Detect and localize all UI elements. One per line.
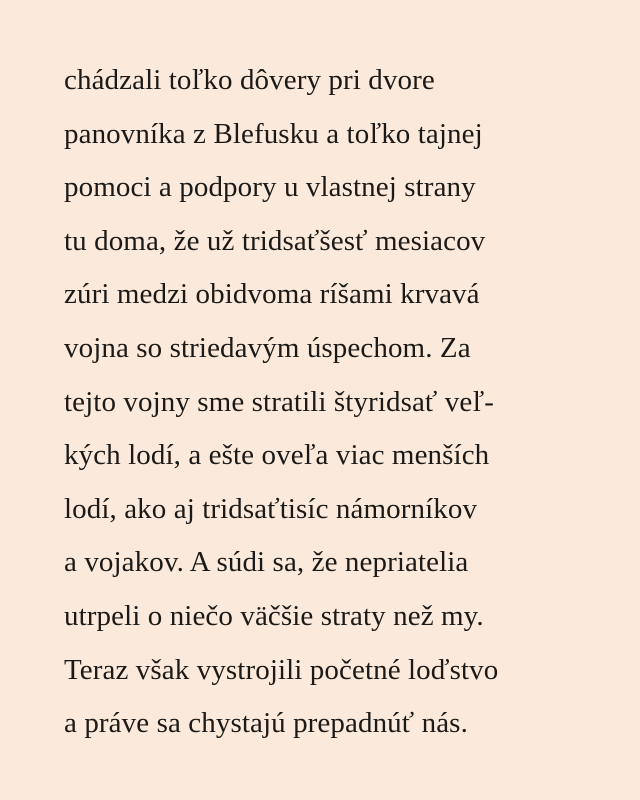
text-line: a práve sa chystajú prepadnúť nás. [64, 707, 468, 740]
text-line: tejto vojny sme stratili štyridsať veľ- [64, 385, 494, 418]
text-line: vojna so striedavým úspechom. Za [64, 331, 471, 364]
text-line: tu doma, že už tridsaťšesť mesiacov [64, 224, 486, 257]
body-text [64, 54, 604, 751]
text-line: chádzali toľko dôvery pri dvore [64, 64, 435, 96]
text-line: zúri medzi obidvoma ríšami krvavá [64, 278, 480, 311]
text-line: lodí, ako aj tridsaťtisíc námorníkov [64, 492, 478, 525]
text-line: a vojakov. A súdi sa, že nepriatelia [64, 546, 469, 579]
text-line: Teraz však vystrojili početné loďstvo [64, 653, 499, 686]
text-line: panovníka z Blefusku a toľko tajnej [64, 117, 483, 150]
text-line: utrpeli o niečo väčšie straty než my. [64, 599, 484, 632]
text-line: pomoci a podpory u vlastnej strany [64, 171, 476, 204]
text-line: kých lodí, a ešte oveľa viac menších [64, 439, 490, 472]
